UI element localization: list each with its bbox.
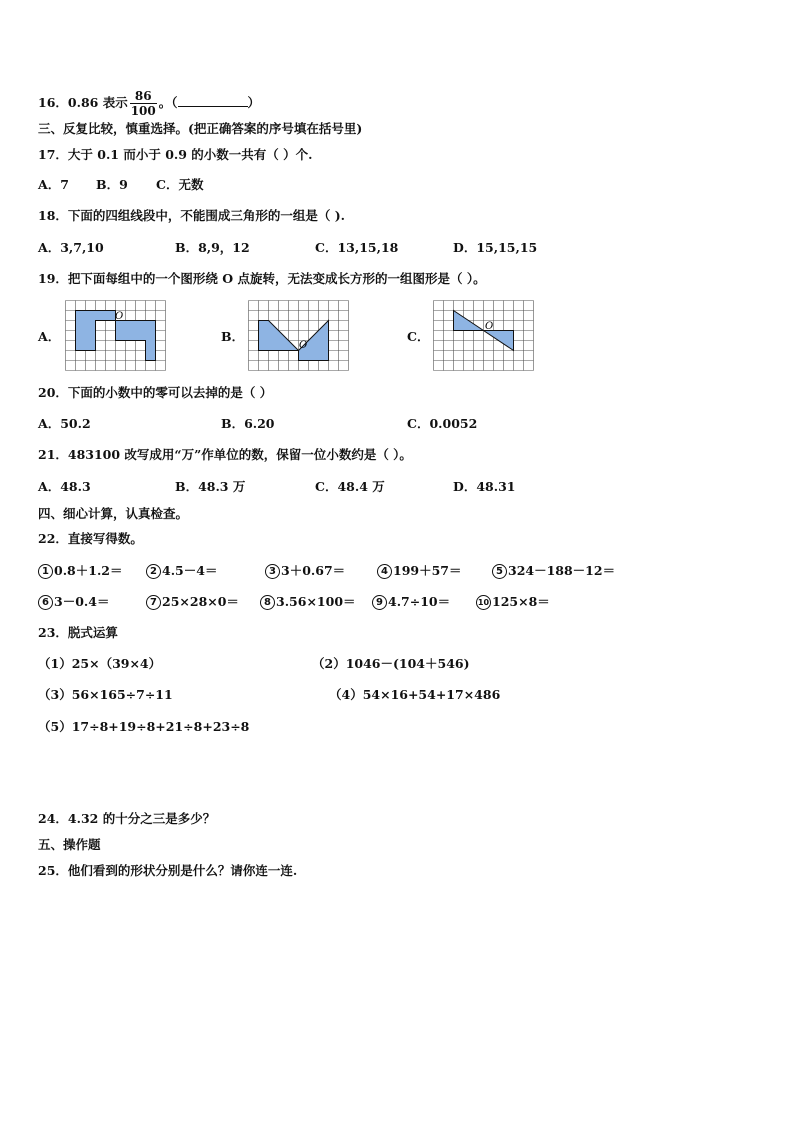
calc-item: 9 4.7÷10＝ xyxy=(372,594,450,610)
rotation-figure-b xyxy=(248,300,350,371)
q21-option-c[interactable]: C．48.4 万 xyxy=(315,479,385,494)
question-25: 25．他们看到的形状分别是什么？请你连一连. xyxy=(38,863,298,878)
question-22-stem: 22．直接写得数。 xyxy=(38,531,143,546)
q21-option-a[interactable]: A．48.3 xyxy=(38,479,91,494)
q23-part-3: （3）56×165÷7÷11 xyxy=(38,687,173,702)
rotation-figure-a xyxy=(65,300,167,371)
q20-option-c[interactable]: C．0.0052 xyxy=(407,416,478,431)
q23-part-2: （2）1046－(104＋546) xyxy=(312,656,470,671)
calc-item: 5 324－188－12＝ xyxy=(492,563,615,579)
q19-option-b[interactable]: B． xyxy=(221,329,245,344)
rotation-figure-c xyxy=(433,300,535,371)
question-21-stem: 21．483100 改写成用“万”作单位的数，保留一位小数约是（ ）。 xyxy=(38,447,412,462)
q20-option-b[interactable]: B．6.20 xyxy=(221,416,275,431)
q17-option-b[interactable]: B．9 xyxy=(96,177,128,192)
calc-item: 1 0.8＋1.2＝ xyxy=(38,563,123,579)
point-o-label: O xyxy=(485,321,494,332)
question-16: 16．0.86 表示 $\frac{86}{100}$ 。（ ） xyxy=(38,89,261,118)
section-4-title: 四、细心计算，认真检查。 xyxy=(38,506,189,521)
point-o-label: O xyxy=(299,340,308,351)
calc-item: 6 3－0.4＝ xyxy=(38,594,109,610)
question-18-stem: 18．下面的四组线段中，不能围成三角形的一组是（ ). xyxy=(38,208,346,223)
q20-option-a[interactable]: A．50.2 xyxy=(38,416,91,431)
fraction: $\frac{86}{100}$ xyxy=(130,89,156,118)
question-20-stem: 20．下面的小数中的零可以去掉的是（ ） xyxy=(38,385,273,400)
q21-option-b[interactable]: B．48.3 万 xyxy=(175,479,246,494)
answer-blank[interactable] xyxy=(178,94,248,107)
calc-item: 2 4.5－4＝ xyxy=(146,563,217,579)
question-23-stem: 23．脱式运算 xyxy=(38,625,118,640)
q18-option-d[interactable]: D．15,15,15 xyxy=(453,240,538,255)
grid-lines xyxy=(434,301,534,371)
q18-option-b[interactable]: B．8,9，12 xyxy=(175,240,250,255)
q19-option-c[interactable]: C． xyxy=(407,329,430,344)
question-17-stem: 17．大于 0.1 而小于 0.9 的小数一共有（ ）个. xyxy=(38,147,313,162)
q23-part-5: （5）17÷8+19÷8+21÷8+23÷8 xyxy=(38,719,250,734)
q19-option-a[interactable]: A． xyxy=(38,329,61,344)
calc-item: 3 3＋0.67＝ xyxy=(265,563,345,579)
calc-item: 10 125×8＝ xyxy=(477,594,550,609)
q23-part-4: （4）54×16+54+17×486 xyxy=(329,687,501,702)
point-o-label: O xyxy=(115,311,124,322)
q17-option-c[interactable]: C．无数 xyxy=(156,177,204,192)
q23-part-1: （1）25×（39×4） xyxy=(38,656,162,671)
q17-option-a[interactable]: A．7 xyxy=(38,177,69,192)
calc-item: 8 3.56×100＝ xyxy=(260,594,356,610)
section-3-title: 三、反复比较，慎重选择。(把正确答案的序号填在括号里) xyxy=(38,121,363,136)
q18-option-c[interactable]: C．13,15,18 xyxy=(315,240,399,255)
calc-item: 7 25×28×0＝ xyxy=(146,594,239,610)
section-5-title: 五、操作题 xyxy=(38,837,101,852)
q18-option-a[interactable]: A．3,7,10 xyxy=(38,240,104,255)
q21-option-d[interactable]: D．48.31 xyxy=(453,479,516,494)
question-24: 24．4.32 的十分之三是多少？ xyxy=(38,811,216,826)
question-19-stem: 19．把下面每组中的一个图形绕 O 点旋转，无法变成长方形的一组图形是（ ）。 xyxy=(38,271,486,286)
calc-item: 4 199＋57＝ xyxy=(377,563,462,579)
